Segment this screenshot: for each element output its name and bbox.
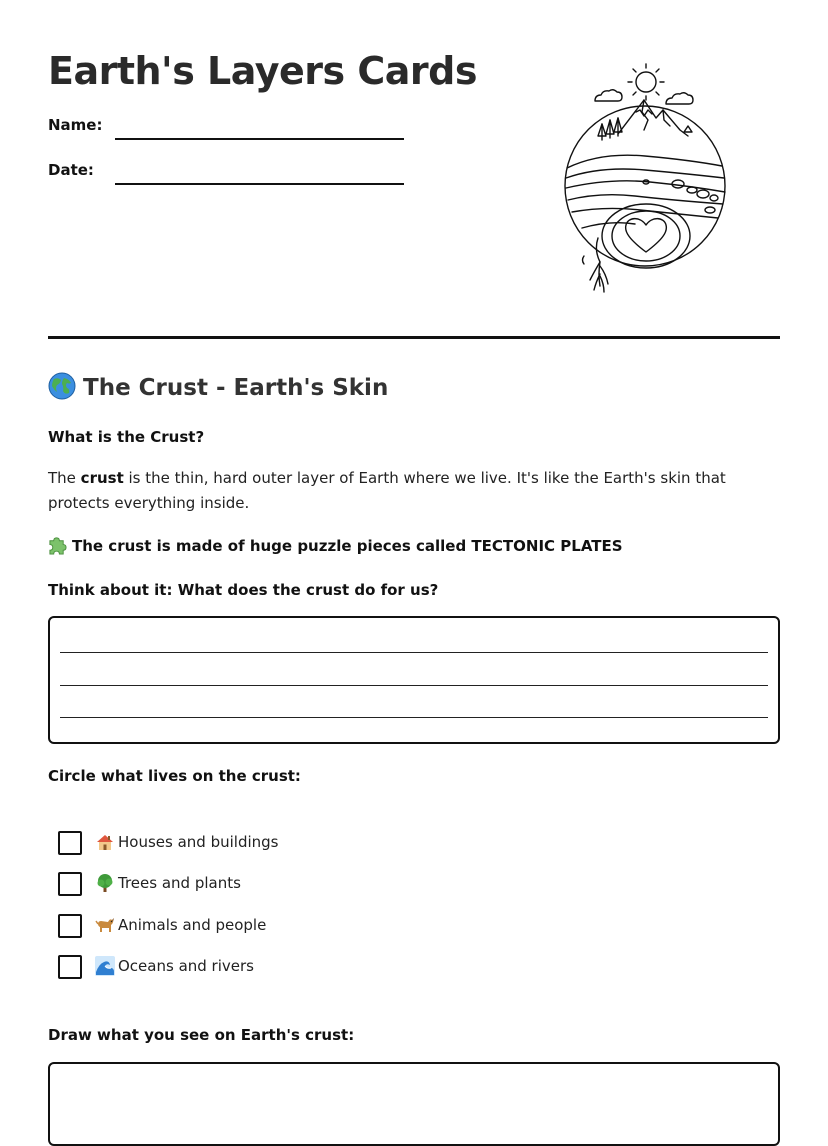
earth-layers-illustration (560, 60, 740, 300)
section-title-text: The Crust - Earth's Skin (83, 375, 389, 401)
what-heading: What is the Crust? (48, 428, 205, 446)
puzzle-piece-icon (48, 536, 67, 555)
checklist-item-animals[interactable] (58, 914, 458, 938)
wave-icon (95, 956, 115, 976)
tectonic-fact (48, 536, 623, 555)
tree-icon (95, 873, 115, 893)
house-icon (95, 832, 115, 852)
crust-description (48, 466, 748, 516)
date-label: Date: (48, 161, 94, 179)
worksheet-page (48, 0, 780, 1118)
checklist-label: Animals and people (118, 916, 267, 934)
dog-icon (95, 915, 115, 935)
sun-icon (628, 64, 664, 100)
answer-line[interactable] (60, 652, 768, 653)
cloud-icon (595, 90, 622, 101)
checkbox[interactable] (58, 955, 82, 979)
checkbox[interactable] (58, 831, 82, 855)
checklist-label: Trees and plants (118, 874, 241, 892)
answer-line[interactable] (60, 717, 768, 718)
date-line[interactable] (115, 183, 404, 185)
circle-prompt: Circle what lives on the crust: (48, 767, 301, 785)
section-title (48, 372, 388, 404)
name-line[interactable] (115, 138, 404, 140)
checkbox[interactable] (58, 872, 82, 896)
checkbox[interactable] (58, 914, 82, 938)
name-field[interactable] (48, 114, 408, 138)
worksheet-title: Earth's Layers Cards (48, 49, 477, 93)
description-prefix: The (48, 469, 81, 487)
description-bold-word: crust (80, 469, 124, 487)
cloud-icon (666, 93, 693, 104)
date-field[interactable] (48, 159, 408, 183)
checklist-item-oceans[interactable] (58, 955, 458, 979)
draw-prompt: Draw what you see on Earth's crust: (48, 1026, 355, 1044)
name-label: Name: (48, 116, 103, 134)
answer-line[interactable] (60, 685, 768, 686)
section-divider (48, 336, 780, 339)
think-prompt: Think about it: What does the crust do for us? (48, 581, 439, 599)
checklist-item-trees[interactable] (58, 872, 458, 896)
globe-icon (48, 372, 76, 400)
fact-text: The crust is made of huge puzzle pieces called TECTONIC PLATES (72, 537, 623, 555)
checklist-label: Oceans and rivers (118, 957, 254, 975)
description-suffix: is the thin, hard outer layer of Earth where we live. It's like the Earth's skin that protects everything inside. (48, 469, 726, 512)
checklist-label: Houses and buildings (118, 833, 279, 851)
answer-box[interactable] (48, 616, 780, 744)
checklist-item-houses[interactable] (58, 831, 458, 855)
drawing-box[interactable] (48, 1062, 780, 1146)
